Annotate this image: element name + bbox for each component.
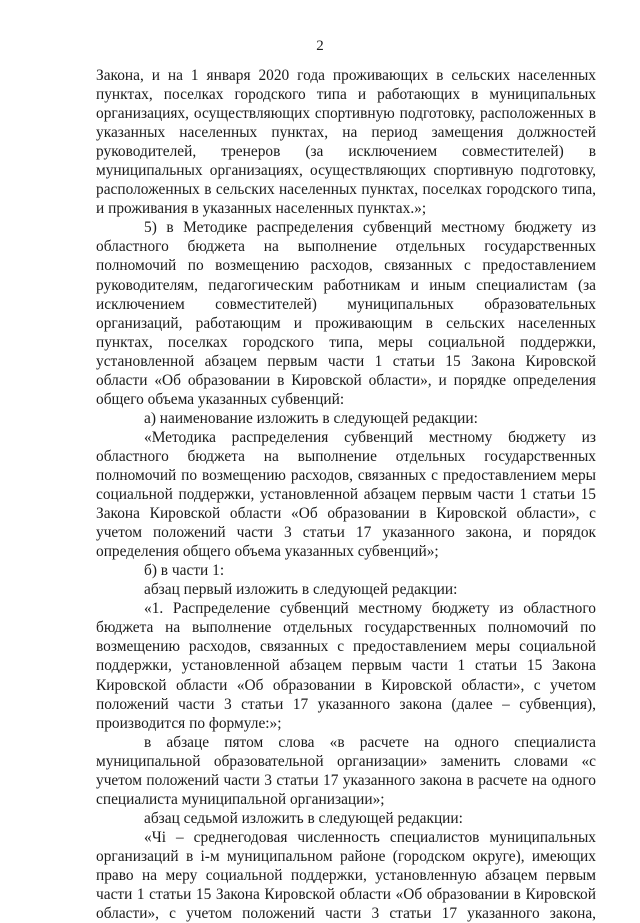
paragraph-first-abzac: абзац первый изложить в следующей редакции: [144,581,458,599]
paragraph-fifth-abzac: в абзаце пятом слова «в расчете на одного специалиста муниципальной образовательной организации» заменить словами «с учетом положений части 3 статьи 17 указанного закона в расчете на одного специалиста муниципальной организации»; [96,733,596,808]
paragraph-item-b: б) в части 1: [144,562,225,580]
paragraph-methodology-title: «Методика распределения субвенций местному бюджету из областного бюджета на выполнение отдельных государственных полномочий по возмещению расходов, связанных с предоставлением меры социальной поддержки, установленной абзацем первым части 1 статьи 15 Закона Кировской области «Об образовании в Кировской области», с учетом положений части 3 статьи 17 указанного закона, и порядок определения общего объема указанных субвенций»; [96,428,596,561]
paragraph-distribution-formula: «1. Распределение субвенций местному бюджету из областного бюджета на выполнение отдельных государственных полномочий по возмещению расходов, связанных с предоставлением меры социальной поддержки, установленной абзацем первым части 1 статьи 15 Закона Кировской области «Об образовании в Кировской области», с учетом положений части 3 статьи 17 указанного закона (далее – субвенция), производится по формуле:»; [96,600,596,732]
document-body [96,66,596,923]
paragraph-item-a: а) наименование изложить в следующей редакции: [144,409,478,427]
paragraph-headcount-definition: «Чi – среднегодовая численность специалистов муниципальных организаций в i-м муниципальном районе (городском округе), имеющих право на меру социальной поддержки, установленную абзацем первым части 1 статьи 15 Закона Кировской области «Об образовании в Кировской области», с учетом положений части 3 статьи 17 указанного закона, [96,828,596,923]
paragraph-seventh-abzac: абзац седьмой изложить в следующей редакции: [144,809,463,827]
page-number: 2 [316,38,324,54]
paragraph-continuation: Закона, и на 1 января 2020 года проживающих в сельских населенных пунктах, поселках городского типа и работающих в муниципальных организациях, осуществляющих спортивную подготовку, расположенных в указанных населенных пунктах, на период замещения должностей руководителей, тренеров (за исключением совместителей) в муниципальных организациях, осуществляющих спортивную подготовку, расположенных в сельских населенных пунктах, поселках городского типа, и проживания в указанных населенных пунктах.»; [96,67,596,218]
paragraph-item-5: 5) в Методике распределения субвенций местному бюджету из областного бюджета на выполнение отдельных государственных полномочий по возмещению расходов, связанных с предоставлением руководителям, педагогическим работникам и иным специалистам (за исключением совместителей) муниципальных образовательных организаций, работающим и проживающим в сельских населенных пунктах, поселках городского типа, меры социальной поддержки, установленной абзацем первым части 1 статьи 15 Закона Кировской области «Об образовании в Кировской области», и порядке определения общего объема указанных субвенций: [96,219,596,408]
